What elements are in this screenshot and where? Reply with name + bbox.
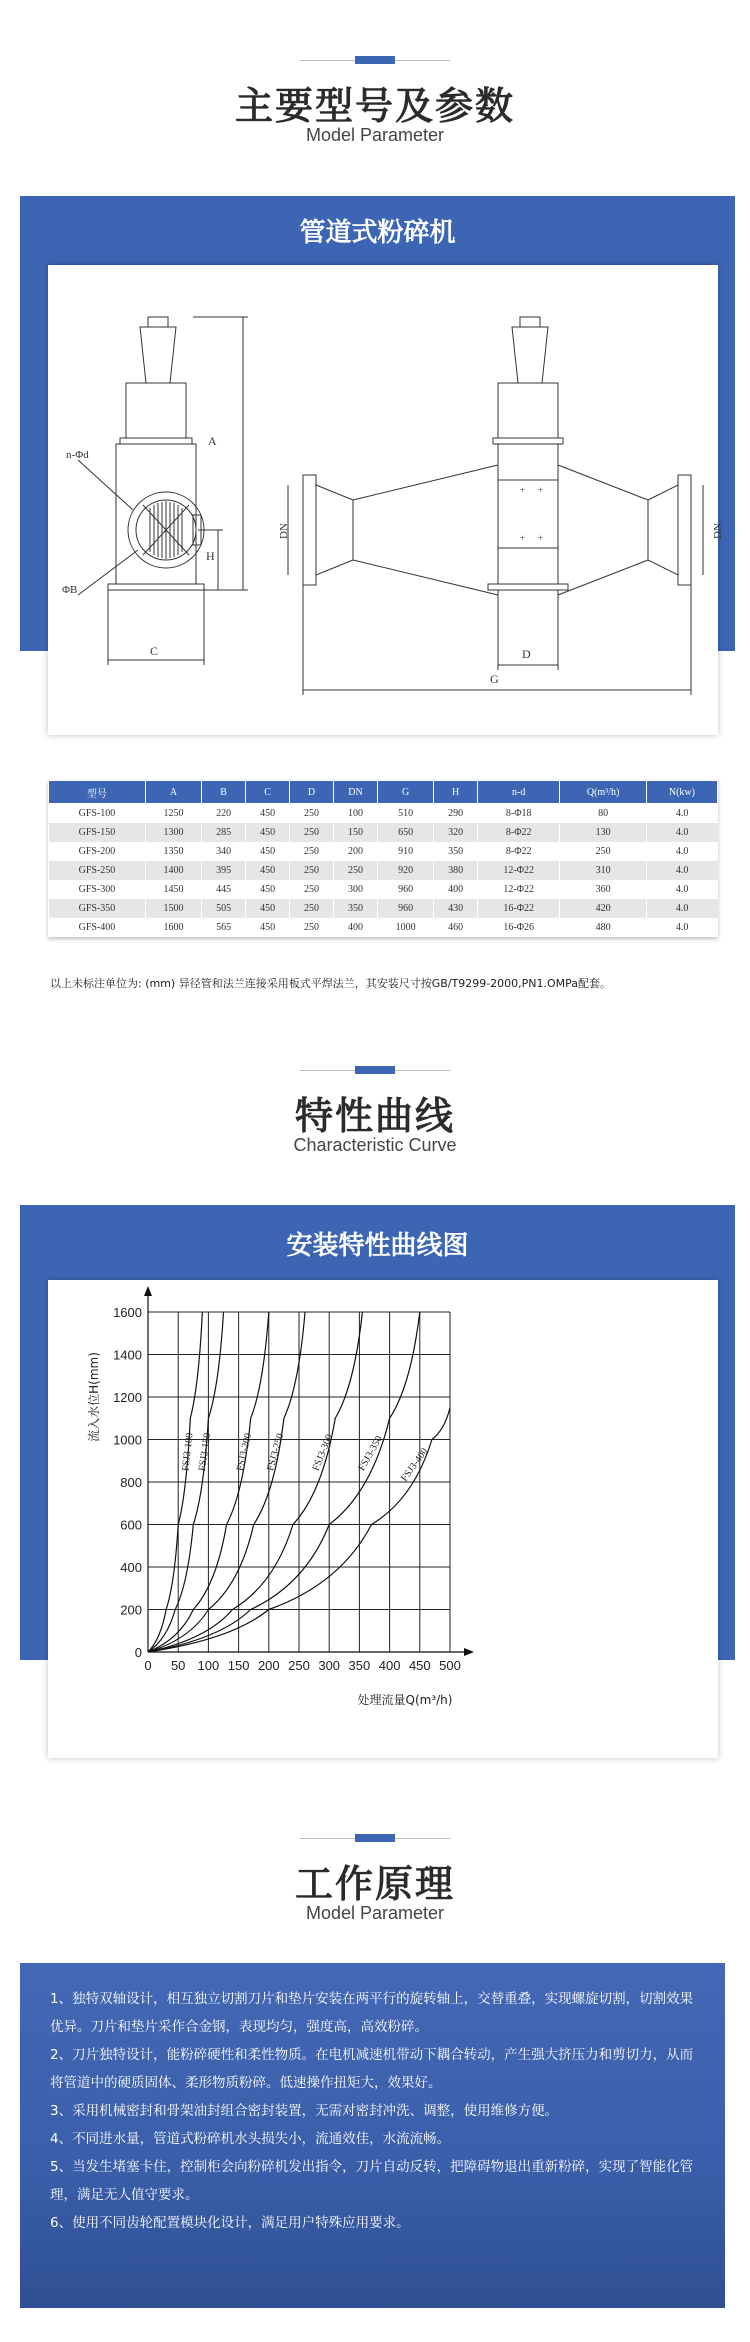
principle-item: 6、使用不同齿轮配置模块化设计，满足用户特殊应用要求。 — [50, 2215, 410, 2231]
y-tick-label: 400 — [120, 1560, 142, 1575]
series-label: FSJ3-400 — [399, 1446, 431, 1484]
spec-header-cell: G — [377, 781, 433, 804]
y-tick-label: 600 — [120, 1517, 142, 1533]
table-cell: GFS-100 — [49, 804, 146, 824]
table-cell: 1600 — [145, 918, 201, 937]
table-cell: 400 — [334, 918, 378, 937]
flange-left — [303, 475, 316, 585]
table-cell: 1350 — [145, 842, 201, 861]
table-cell: GFS-200 — [49, 842, 146, 861]
table-cell: 290 — [434, 804, 478, 824]
table-cell: 450 — [246, 804, 290, 824]
x-tick-label: 50 — [170, 1658, 186, 1673]
crusher-housing-right — [498, 444, 558, 584]
table-cell: 565 — [202, 918, 246, 937]
table-cell: 910 — [377, 842, 433, 861]
table-cell: 395 — [202, 861, 246, 880]
table-cell: 4.0 — [646, 899, 717, 918]
spec-header-cell: n-d — [478, 781, 560, 804]
table-cell: GFS-400 — [49, 918, 146, 937]
principles-panel — [20, 1963, 725, 2308]
spec-header-cell: DN — [334, 781, 378, 804]
table-cell: 8-Φ18 — [478, 804, 560, 824]
table-cell: 505 — [202, 899, 246, 918]
spec-header-cell: 型号 — [49, 781, 146, 804]
table-note: 以上未标注单位为: (mm) 异径管和法兰连接采用板式平焊法兰，其安装尺寸按GB/T9299-2000,PN1.OMPa配套。 — [50, 977, 612, 990]
table-cell: 920 — [377, 861, 433, 880]
label-DN-right: DN — [712, 523, 724, 539]
spec-header-cell: C — [246, 781, 290, 804]
label-nd: n-Φd — [66, 449, 89, 461]
spec-header-cell: D — [290, 781, 334, 804]
x-tick-label: 350 — [348, 1658, 371, 1673]
x-tick-label: 450 — [408, 1658, 431, 1673]
table-cell: 12-Φ22 — [478, 861, 560, 880]
table-cell: GFS-350 — [49, 899, 146, 918]
table-cell: 250 — [290, 880, 334, 899]
y-tick-label: 1600 — [113, 1305, 142, 1320]
section-title-principle: 工作原理 — [294, 1862, 455, 1906]
curve-band-title: 安装特性曲线图 — [286, 1231, 469, 1261]
table-cell: 450 — [246, 880, 290, 899]
table-cell: 960 — [377, 899, 433, 918]
curve-panel — [48, 1280, 718, 1758]
table-cell: 450 — [246, 842, 290, 861]
flange-right — [678, 475, 691, 585]
table-cell: 650 — [377, 823, 433, 842]
spec-table-header-row — [49, 781, 718, 804]
characteristic-curve-chart — [48, 1280, 718, 1758]
table-row — [49, 918, 718, 937]
table-cell: 4.0 — [646, 804, 717, 824]
y-axis-arrow — [144, 1286, 152, 1296]
table-cell: 320 — [434, 823, 478, 842]
table-cell: 12-Φ22 — [478, 880, 560, 899]
spec-header-cell: B — [202, 781, 246, 804]
x-tick-label: 300 — [318, 1658, 341, 1673]
table-row — [49, 880, 718, 899]
drawing-band-title: 管道式粉碎机 — [299, 218, 456, 248]
table-cell: 4.0 — [646, 880, 717, 899]
x-tick-label: 0 — [144, 1658, 152, 1673]
table-row — [49, 861, 718, 880]
table-cell: 1300 — [145, 823, 201, 842]
label-G: G — [490, 672, 499, 686]
table-cell: 1250 — [145, 804, 201, 824]
table-cell: 100 — [334, 804, 378, 824]
label-A: A — [208, 434, 217, 448]
table-cell: 380 — [434, 861, 478, 880]
table-cell: 250 — [334, 861, 378, 880]
table-cell: 16-Φ26 — [478, 918, 560, 937]
series-label: FSJ3-250 — [265, 1432, 287, 1473]
table-cell: 4.0 — [646, 842, 717, 861]
table-cell: 250 — [290, 861, 334, 880]
table-cell: 300 — [334, 880, 378, 899]
table-cell: 4.0 — [646, 918, 717, 937]
y-tick-label: 800 — [120, 1475, 142, 1490]
crusher-technical-drawing — [48, 265, 724, 735]
table-cell: 960 — [377, 880, 433, 899]
spec-table — [48, 780, 718, 937]
table-row — [49, 899, 718, 918]
principle-item: 4、不同进水量，管道式粉碎机水头损失小，流通效佳，水流流畅。 — [50, 2131, 451, 2147]
spec-header-cell: A — [145, 781, 201, 804]
label-D: D — [522, 647, 531, 661]
table-cell: 430 — [434, 899, 478, 918]
series-label: FSJ3-150 — [196, 1432, 214, 1472]
section-subtitle-curve: Characteristic Curve — [293, 1135, 457, 1155]
table-cell: GFS-300 — [49, 880, 146, 899]
table-cell: 250 — [290, 918, 334, 937]
table-cell: 1400 — [145, 861, 201, 880]
reducer-box — [126, 383, 186, 438]
x-tick-label: 100 — [197, 1658, 220, 1673]
table-cell: 450 — [246, 918, 290, 937]
table-cell: 250 — [290, 804, 334, 824]
table-cell: 8-Φ22 — [478, 823, 560, 842]
series-label: FSJ3-300 — [310, 1432, 336, 1473]
table-cell: 360 — [560, 880, 647, 899]
section-subtitle-principle: Model Parameter — [305, 1903, 445, 1923]
section-title-curve: 特性曲线 — [294, 1094, 455, 1138]
x-tick-label: 200 — [257, 1658, 280, 1673]
table-cell: 250 — [290, 842, 334, 861]
series-label: FSJ3-200 — [234, 1432, 255, 1473]
y-tick-label: 0 — [134, 1645, 142, 1660]
principle-item: 3、采用机械密封和骨架油封组合密封装置，无需对密封冲洗、调整，使用维修方便。 — [50, 2103, 559, 2119]
table-cell: 4.0 — [646, 823, 717, 842]
spec-header-cell: H — [434, 781, 478, 804]
table-cell: 150 — [334, 823, 378, 842]
x-axis-label: 处理流量Q(m³/h) — [357, 1693, 453, 1707]
y-axis-label: 流入水位H(mm) — [87, 1352, 101, 1442]
svg-text:+: + — [520, 485, 526, 495]
table-cell: 510 — [377, 804, 433, 824]
label-H: H — [206, 549, 215, 563]
y-tick-label: 200 — [120, 1602, 142, 1618]
table-cell: 285 — [202, 823, 246, 842]
spec-header-cell: Q(m³/h) — [560, 781, 647, 804]
table-cell: 450 — [246, 861, 290, 880]
table-cell: 460 — [434, 918, 478, 937]
x-tick-label: 500 — [439, 1658, 461, 1673]
table-cell: 420 — [560, 899, 647, 918]
spec-header-cell: N(kw) — [646, 781, 717, 804]
table-cell: 1450 — [145, 880, 201, 899]
table-cell: 340 — [202, 842, 246, 861]
table-cell: 16-Φ22 — [478, 899, 560, 918]
motor-body — [140, 327, 176, 383]
spec-table-wrapper — [48, 780, 718, 937]
table-cell: 200 — [334, 842, 378, 861]
table-cell: 310 — [560, 861, 647, 880]
principle-item: 1、独特双轴设计，相互独立切割刀片和垫片安装在两平行的旋转轴上，交替重叠，实现螺旋切割，切割效果优异。刀片和垫片采作合金钢，表现均匀，强度高，高效粉碎。 — [50, 1991, 694, 2035]
motor-cap-right — [520, 317, 540, 327]
y-tick-label: 1000 — [113, 1432, 142, 1448]
table-cell: 1000 — [377, 918, 433, 937]
table-cell: 450 — [246, 899, 290, 918]
table-cell: 250 — [290, 823, 334, 842]
x-axis-arrow — [464, 1648, 474, 1656]
table-cell: 130 — [560, 823, 647, 842]
x-tick-label: 150 — [227, 1658, 250, 1673]
table-cell: 250 — [290, 899, 334, 918]
section-title-params: 主要型号及参数 — [234, 84, 515, 128]
svg-text:+: + — [520, 533, 526, 543]
series-label: FSJ3-350 — [356, 1434, 385, 1473]
table-row — [49, 804, 718, 824]
table-cell: 250 — [560, 842, 647, 861]
table-cell: 1500 — [145, 899, 201, 918]
table-cell: 350 — [434, 842, 478, 861]
table-cell: 450 — [246, 823, 290, 842]
svg-text:+: + — [538, 533, 544, 543]
principles-list — [50, 1985, 705, 2237]
label-C: C — [150, 644, 159, 658]
table-cell: 80 — [560, 804, 647, 824]
principle-item: 5、当发生堵塞卡住，控制柜会向粉碎机发出指令，刀片自动反转，把障碍物退出重新粉碎，实现了智能化管理，满足无人值守要求。 — [50, 2159, 694, 2203]
motor-body-right — [512, 327, 548, 383]
svg-text:+: + — [538, 485, 544, 495]
motor-cap — [148, 317, 168, 327]
x-tick-label: 250 — [288, 1658, 310, 1673]
series-label: FSJ3-100 — [180, 1432, 196, 1472]
x-tick-label: 400 — [378, 1658, 401, 1673]
table-row — [49, 842, 718, 861]
table-cell: 400 — [434, 880, 478, 899]
table-cell: 4.0 — [646, 861, 717, 880]
label-phiB: ΦB — [62, 584, 78, 596]
table-cell: 350 — [334, 899, 378, 918]
y-tick-label: 1400 — [113, 1347, 142, 1363]
table-cell: 8-Φ22 — [478, 842, 560, 861]
table-cell: GFS-150 — [49, 823, 146, 842]
table-cell: 220 — [202, 804, 246, 824]
table-cell: 445 — [202, 880, 246, 899]
principle-item: 2、刀片独特设计，能粉碎硬性和柔性物质。在电机减速机带动下耦合转动，产生强大挤压力和剪切力，从而将管道中的硬质固体、柔形物质粉碎。低速操作扭矩大，效果好。 — [50, 2047, 694, 2091]
y-tick-label: 1200 — [113, 1390, 142, 1405]
table-cell: 480 — [560, 918, 647, 937]
table-cell: GFS-250 — [49, 861, 146, 880]
table-row — [49, 823, 718, 842]
section-subtitle-params: Model Parameter — [305, 125, 445, 145]
label-DN-left: DN — [278, 523, 290, 539]
drawing-panel — [48, 265, 724, 735]
